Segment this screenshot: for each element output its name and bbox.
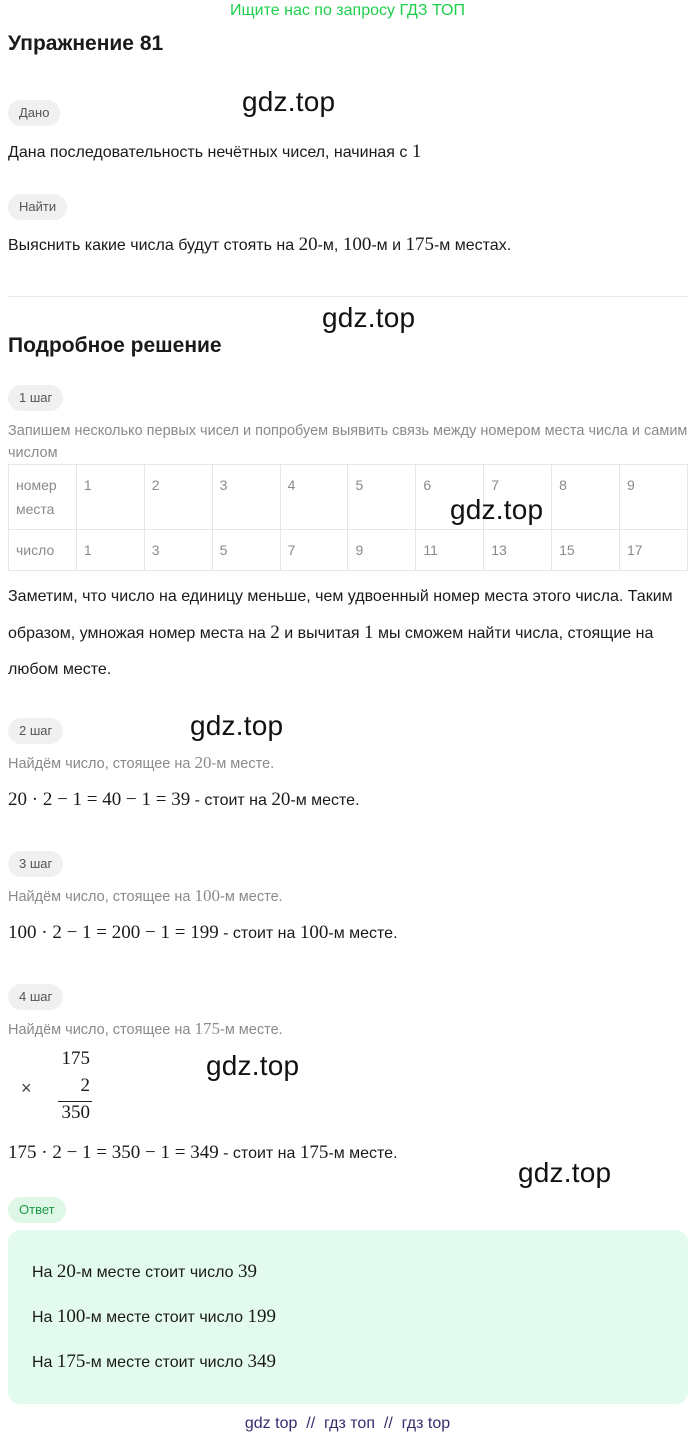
solution-title: Подробное решение [8, 334, 222, 357]
step-1-explanation: Заметим, что число на единицу меньше, чем удвоенный номер места этого числа. Таким образом, умножая номер места на 2 и вычитая 1 мы сможем найти числа, стоящие на любом месте. [8, 588, 673, 678]
table-cell: 7 [280, 530, 348, 571]
table-cell: 1 [76, 465, 144, 530]
watermark: gdz.top [322, 302, 416, 333]
step-4-text: Найдём число, стоящее на 175-м месте. [8, 1019, 283, 1038]
table-header-cell: номер места [9, 465, 77, 530]
answer-line: На 20-м месте стоит число 39 [32, 1261, 257, 1282]
table-cell: 11 [416, 530, 484, 571]
watermark: gdz.top [450, 494, 544, 525]
product: 350 [61, 1102, 90, 1123]
watermark: gdz.top [190, 710, 284, 741]
table-cell: 4 [280, 465, 348, 530]
step-2-tag: 2 шаг [8, 718, 63, 744]
section-divider [8, 296, 688, 297]
table-row [9, 465, 688, 530]
multiplication-column [18, 1048, 98, 1128]
table-row [9, 530, 688, 571]
find-tag: Найти [8, 194, 67, 220]
table-cell: 6 [416, 465, 484, 530]
step-4-tag: 4 шаг [8, 984, 63, 1010]
answer-tag: Ответ [8, 1197, 66, 1223]
table-cell: 3 [212, 465, 280, 530]
table-cell: 5 [348, 465, 416, 530]
table-cell: 17 [620, 530, 688, 571]
watermark: gdz.top [206, 1050, 300, 1081]
table-cell: 3 [144, 530, 212, 571]
table-cell: 7 [484, 465, 552, 530]
multiply-sign: × [21, 1078, 32, 1098]
step-4-calculation: 175 · 2 − 1 = 350 − 1 = 349 - стоит на 175-м месте. [8, 1142, 398, 1163]
table-cell: 8 [552, 465, 620, 530]
footer-links[interactable]: gdz top // гдз топ // гдз top [244, 1415, 451, 1432]
step-2-text: Найдём число, стоящее на 20-м месте. [8, 753, 275, 772]
step-3-tag: 3 шаг [8, 851, 63, 877]
answer-line: На 175-м месте стоит число 349 [32, 1351, 276, 1372]
step-2-calculation: 20 · 2 − 1 = 40 − 1 = 39 - стоит на 20-м месте. [8, 789, 360, 810]
sequence-table [8, 464, 688, 571]
table-header-cell: число [9, 530, 77, 571]
table-cell: 9 [620, 465, 688, 530]
table-cell: 1 [76, 530, 144, 571]
find-text: Выяснить какие числа будут стоять на 20-м, 100-м и 175-м местах. [8, 234, 512, 255]
table-cell: 13 [484, 530, 552, 571]
table-cell: 9 [348, 530, 416, 571]
table-cell: 5 [212, 530, 280, 571]
table-cell: 2 [144, 465, 212, 530]
multiplier: 2 [80, 1075, 90, 1096]
watermark: gdz.top [518, 1157, 612, 1188]
step-3-calculation: 100 · 2 − 1 = 200 − 1 = 199 - стоит на 100-м месте. [8, 922, 398, 943]
watermark: gdz.top [242, 86, 336, 117]
step-1-tag: 1 шаг [8, 385, 63, 411]
search-banner[interactable]: Ищите нас по запросу ГДЗ ТОП [230, 2, 465, 19]
exercise-title: Упражнение 81 [8, 32, 164, 55]
given-tag: Дано [8, 100, 60, 126]
table-cell: 15 [552, 530, 620, 571]
step-1-text: Запишем несколько первых чисел и попробуем выявить связь между номером места числа и самим числом [8, 423, 688, 461]
given-text: Дана последовательность нечётных чисел, начиная с 1 [8, 141, 422, 162]
multiplicand: 175 [61, 1048, 90, 1069]
answer-line: На 100-м месте стоит число 199 [32, 1306, 276, 1327]
step-3-text: Найдём число, стоящее на 100-м месте. [8, 886, 283, 905]
